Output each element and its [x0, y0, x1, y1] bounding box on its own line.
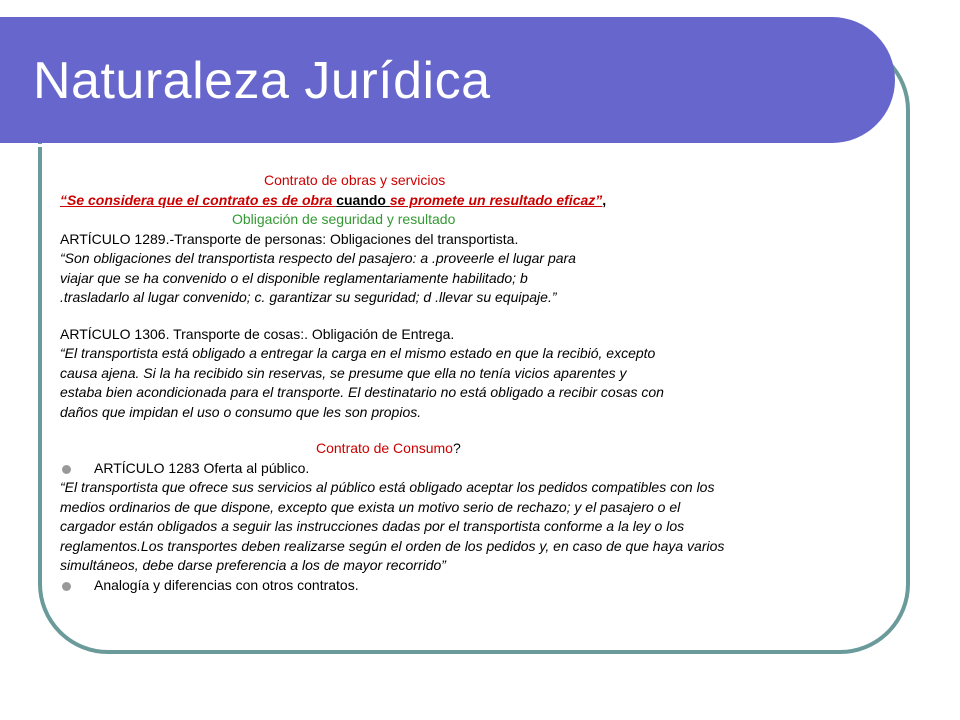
- article-1289-title: ARTÍCULO 1289.-Transporte de personas: Obligaciones del transportista.: [60, 230, 519, 247]
- question-mark: ?: [452, 440, 461, 456]
- article-1306-line: daños que impidan el uso o consumo que les son propios.: [60, 403, 422, 420]
- slide-content: [60, 171, 840, 595]
- bullet-dot-icon: [62, 465, 71, 474]
- quote-segment-2: cuando: [336, 191, 390, 208]
- heading-obligacion-seguridad: Obligación de seguridad y resultado: [232, 211, 456, 227]
- article-1306-line: estaba bien acondicionada para el transporte. El destinatario no está obligado a recibir cosas con: [60, 384, 664, 400]
- bullet-text: Analogía y diferencias con otros contratos.: [94, 576, 359, 593]
- title-banner: [0, 17, 895, 143]
- spacer: [60, 308, 840, 325]
- bullet-text: ARTÍCULO 1283 Oferta al público.: [94, 459, 310, 476]
- article-1289-line: .trasladarlo al lugar convenido; c. garantizar su seguridad; d .llevar su equipaje.”: [60, 289, 557, 305]
- article-1306-line: “El transportista está obligado a entregar la carga en el mismo estado en que la recibió, excepto: [60, 345, 656, 361]
- article-1306-line: causa ajena. Si la ha recibido sin reservas, se presume que ella no tenía vicios aparentes y: [60, 364, 627, 381]
- heading-contrato-consumo: [60, 439, 840, 459]
- article-1283-line: reglamentos.Los transportes deben realizarse según el orden de los pedidos y, en caso de que haya varios: [60, 537, 725, 554]
- quote-contrato-obra: [60, 191, 840, 211]
- bullet-dot-icon: [62, 582, 71, 591]
- quote-segment-3: se promete un resultado eficaz”: [389, 191, 603, 208]
- article-1283-line: “El transportista que ofrece sus servicios al público está obligado aceptar los pedidos compatibles con los: [60, 479, 715, 495]
- quote-segment-1: “Se considera que el contrato es de obra: [60, 191, 337, 208]
- heading-contrato-consumo-text: Contrato de Consumo: [316, 440, 453, 456]
- article-1289-line: “Son obligaciones del transportista respecto del pasajero: a .proveerle el lugar para: [60, 250, 576, 266]
- heading-contrato-obras: Contrato de obras y servicios: [264, 172, 446, 188]
- bullet-item-article-1283: [60, 459, 840, 479]
- article-1289-line: viajar que se ha convenido o el disponible reglamentariamente habilitado; b: [60, 269, 528, 286]
- spacer: [60, 422, 840, 439]
- bullet-item-analogia: [60, 576, 840, 596]
- article-1283-line: simultáneos, debe darse preferencia a los de mayor recorrido”: [60, 557, 446, 573]
- quote-segment-4: ,: [602, 191, 607, 208]
- article-1306-title: ARTÍCULO 1306. Transporte de cosas:. Obligación de Entrega.: [60, 325, 455, 342]
- slide-title: Naturaleza Jurídica: [33, 52, 491, 110]
- title-underline: [23, 144, 849, 147]
- article-1283-line: cargador están obligados a seguir las instrucciones dadas por el transportista conforme a la ley o los: [60, 518, 685, 534]
- article-1283-line: medios ordinarios de que dispone, excepto que exista un motivo serio de rechazo; y el pasajero o el: [60, 498, 681, 515]
